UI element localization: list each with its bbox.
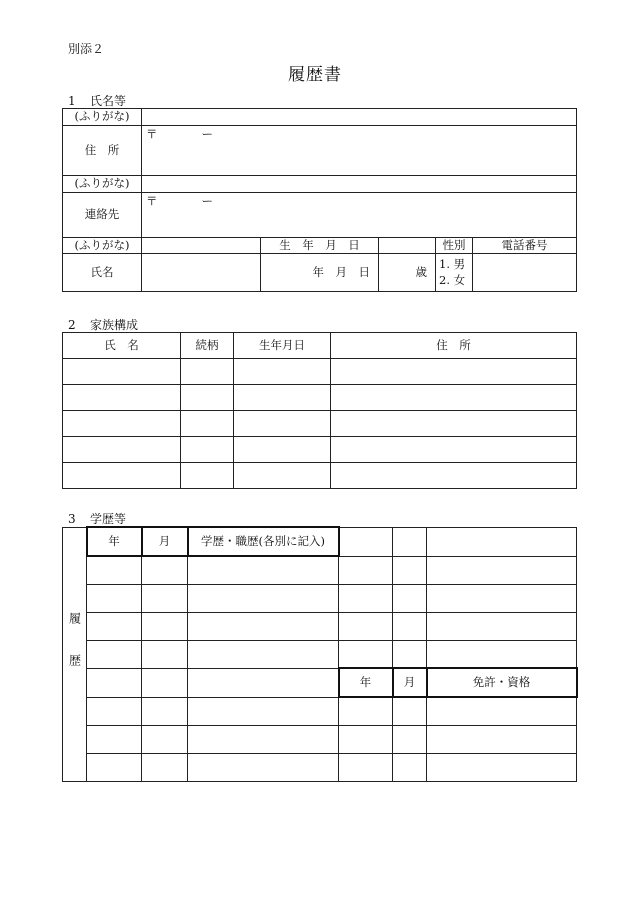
- section1-number: 1: [68, 94, 76, 108]
- history-cell[interactable]: [427, 556, 577, 584]
- section1-heading: [68, 92, 126, 109]
- section3-number: 3: [68, 512, 76, 526]
- family-cell[interactable]: [63, 437, 181, 463]
- section1-title: 氏名等: [90, 94, 127, 108]
- family-cell[interactable]: [331, 463, 577, 489]
- family-table: [62, 332, 577, 489]
- history-cell[interactable]: [142, 584, 188, 612]
- section3-heading: [68, 510, 126, 527]
- attachment-label: 別添２: [68, 42, 105, 56]
- history-cell[interactable]: [339, 556, 393, 584]
- family-col-address: 住 所: [331, 333, 577, 359]
- sex-field[interactable]: [436, 254, 473, 292]
- page-title: 履歴書: [288, 65, 342, 85]
- history-cell[interactable]: [142, 640, 188, 668]
- license-col-month: 月: [393, 668, 427, 697]
- contact-label: 連絡先: [63, 193, 142, 238]
- contact-postal-mark: 〒: [146, 194, 158, 208]
- section3-title: 学歴等: [90, 512, 127, 526]
- history-cell[interactable]: [427, 527, 577, 556]
- history-cell[interactable]: [339, 527, 393, 556]
- family-col-birthdate: 生年月日: [234, 333, 331, 359]
- sex-option-female[interactable]: 2. 女: [439, 272, 466, 287]
- age-header-blank: [379, 238, 436, 254]
- birthdate-field[interactable]: 年 月 日: [261, 254, 379, 292]
- history-cell[interactable]: [393, 612, 427, 640]
- table-row: [63, 725, 577, 753]
- section2-number: 2: [68, 318, 76, 332]
- history-cell[interactable]: [87, 725, 142, 753]
- address-furigana-field[interactable]: [142, 109, 577, 126]
- history-cell[interactable]: [427, 584, 577, 612]
- history-cell[interactable]: [393, 556, 427, 584]
- history-cell[interactable]: [393, 640, 427, 668]
- phone-header: 電話番号: [473, 238, 577, 254]
- table-row: [63, 697, 577, 725]
- history-cell[interactable]: [87, 753, 142, 781]
- table-row: [63, 556, 577, 584]
- history-cell[interactable]: [87, 556, 142, 584]
- history-col-year: 年: [87, 527, 142, 556]
- history-cell[interactable]: [339, 584, 393, 612]
- age-field[interactable]: 歳: [379, 254, 436, 292]
- section2-heading: [68, 316, 138, 333]
- family-cell[interactable]: [181, 411, 234, 437]
- license-cell[interactable]: [393, 697, 427, 725]
- family-col-name: 氏 名: [63, 333, 181, 359]
- history-cell[interactable]: [188, 753, 339, 781]
- family-cell[interactable]: [63, 463, 181, 489]
- history-cell[interactable]: [188, 725, 339, 753]
- table-row: [63, 463, 577, 489]
- personal-info-table: [62, 108, 577, 292]
- family-cell[interactable]: [234, 359, 331, 385]
- family-cell[interactable]: [181, 437, 234, 463]
- name-label: 氏名: [63, 254, 142, 292]
- table-row: [63, 584, 577, 612]
- contact-postal-dash: ー: [201, 194, 213, 208]
- license-cell[interactable]: [393, 753, 427, 781]
- table-row: [63, 411, 577, 437]
- family-col-relation: 続柄: [181, 333, 234, 359]
- postal-dash: ー: [201, 127, 213, 141]
- history-cell[interactable]: [427, 612, 577, 640]
- history-cell[interactable]: [393, 584, 427, 612]
- family-cell[interactable]: [63, 385, 181, 411]
- table-row: [63, 640, 577, 668]
- history-cell[interactable]: [142, 697, 188, 725]
- history-cell[interactable]: [188, 640, 339, 668]
- history-cell[interactable]: [142, 753, 188, 781]
- table-row: [63, 612, 577, 640]
- license-cell[interactable]: [427, 725, 577, 753]
- history-cell[interactable]: [188, 668, 339, 697]
- family-cell[interactable]: [234, 411, 331, 437]
- family-cell[interactable]: [234, 437, 331, 463]
- license-cell[interactable]: [427, 697, 577, 725]
- history-cell[interactable]: [393, 527, 427, 556]
- contact-field[interactable]: [142, 193, 577, 238]
- license-col-description: 免許・資格: [427, 668, 577, 697]
- section2-title: 家族構成: [90, 318, 139, 332]
- history-col-description: 学歴・職歴(各別に記入): [188, 527, 339, 556]
- sex-option-male[interactable]: 1. 男: [439, 256, 466, 271]
- family-cell[interactable]: [234, 385, 331, 411]
- history-cell[interactable]: [188, 584, 339, 612]
- address-label: 住 所: [63, 126, 142, 176]
- history-cell[interactable]: [87, 640, 142, 668]
- history-cell[interactable]: [142, 612, 188, 640]
- history-cell[interactable]: [142, 556, 188, 584]
- license-cell[interactable]: [339, 725, 393, 753]
- furigana-label-3: (ふりがな): [63, 238, 142, 254]
- history-side-label: 履歴: [63, 527, 87, 781]
- history-cell[interactable]: [142, 668, 188, 697]
- history-cell[interactable]: [87, 584, 142, 612]
- family-cell[interactable]: [63, 411, 181, 437]
- history-cell[interactable]: [188, 612, 339, 640]
- history-cell[interactable]: [339, 640, 393, 668]
- birthdate-header: 生 年 月 日: [261, 238, 379, 254]
- history-cell[interactable]: [339, 612, 393, 640]
- address-field[interactable]: [142, 126, 577, 176]
- postal-mark: 〒: [146, 127, 158, 141]
- furigana-label-1: (ふりがな): [63, 109, 142, 126]
- history-cell[interactable]: [87, 697, 142, 725]
- license-col-year: 年: [339, 668, 393, 697]
- license-cell[interactable]: [393, 725, 427, 753]
- phone-field[interactable]: [473, 254, 577, 292]
- name-field[interactable]: [142, 254, 261, 292]
- table-row: [63, 437, 577, 463]
- family-cell[interactable]: [181, 359, 234, 385]
- family-cell[interactable]: [331, 437, 577, 463]
- family-cell[interactable]: [234, 463, 331, 489]
- family-cell[interactable]: [331, 385, 577, 411]
- family-cell[interactable]: [181, 385, 234, 411]
- license-cell[interactable]: [339, 697, 393, 725]
- history-cell[interactable]: [142, 725, 188, 753]
- family-cell[interactable]: [181, 463, 234, 489]
- sex-header: 性別: [436, 238, 473, 254]
- family-cell[interactable]: [63, 359, 181, 385]
- history-cell[interactable]: [87, 668, 142, 697]
- history-cell[interactable]: [87, 612, 142, 640]
- furigana-label-2: (ふりがな): [63, 176, 142, 193]
- history-cell[interactable]: [188, 556, 339, 584]
- license-cell[interactable]: [427, 753, 577, 781]
- table-row: [63, 359, 577, 385]
- license-cell[interactable]: [339, 753, 393, 781]
- history-cell[interactable]: [427, 640, 577, 668]
- history-col-month: 月: [142, 527, 188, 556]
- contact-furigana-field[interactable]: [142, 176, 577, 193]
- history-cell[interactable]: [188, 697, 339, 725]
- table-row: [63, 753, 577, 781]
- table-row: [63, 385, 577, 411]
- name-furigana-field[interactable]: [142, 238, 261, 254]
- family-cell[interactable]: [331, 359, 577, 385]
- family-cell[interactable]: [331, 411, 577, 437]
- history-table: [62, 526, 578, 782]
